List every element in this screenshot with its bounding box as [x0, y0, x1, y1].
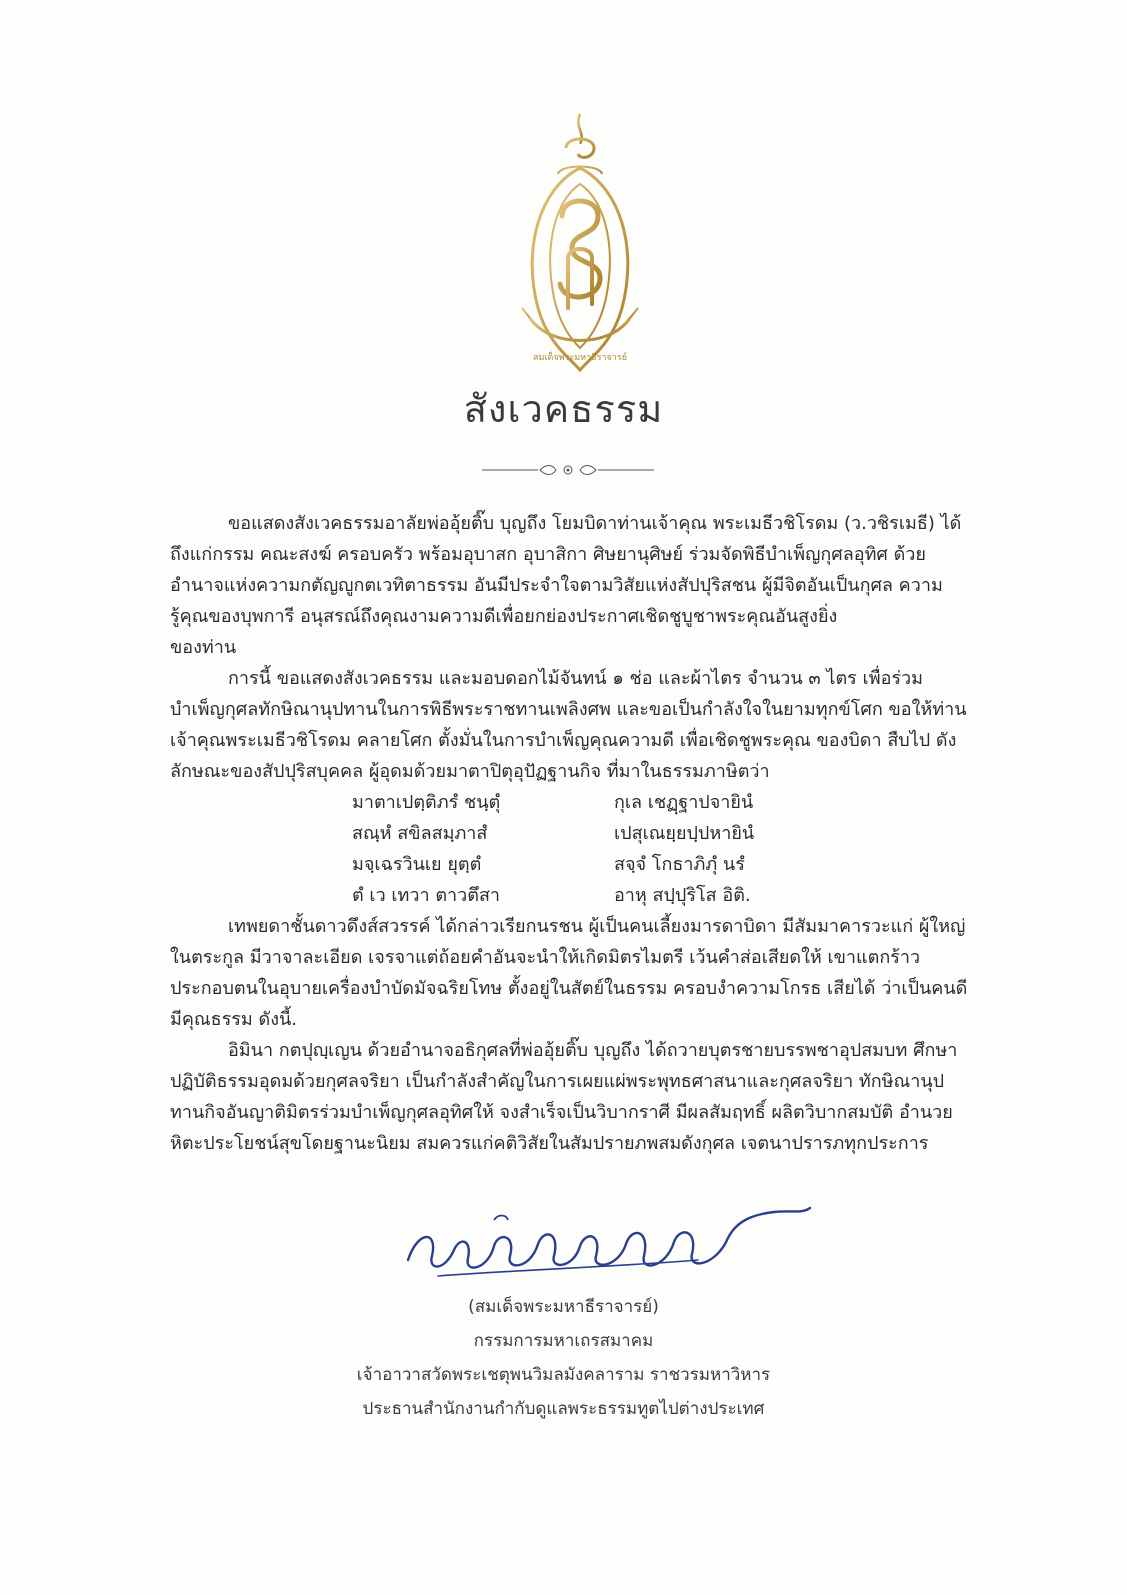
signer-role: เจ้าอาวาสวัดพระเชตุพนวิมลมังคลาราม ราชวรมหาวิหาร [356, 1365, 771, 1385]
verse-line: อาหุ สปฺปุริโส อิติ. [614, 885, 751, 906]
handwritten-signature [398, 1200, 818, 1290]
royal-emblem-logo [500, 108, 660, 378]
divider-ornament [478, 462, 658, 478]
verse-line: กุเล เชฏฺฐาปจายินํ [614, 792, 754, 813]
document-title: สังเวคธรรม [463, 387, 664, 431]
verse-line: สณฺหํ สขิลสมฺภาสํ [352, 823, 488, 844]
verse-line: มาตาเปตฺติภรํ ชนฺตุํ [352, 792, 501, 813]
verse-line: สจฺจํ โกธาภิภุํ นรํ [614, 854, 745, 875]
paragraph-3: เทพยดาชั้นดาวดึงส์สวรรค์ ได้กล่าวเรียกนรชน ผู้เป็นคนเลี้ยงมารดาบิดา มีสัมมาคารวะแก่ ผู้ใหญ่ในตระกูล มีวาจาละเอียด เจรจาแต่ถ้อยคำอันจะนำให้เกิดมิตรไมตรี เว้นคำส่อเสียดให้ เขาแตกร้าว ประกอบตนในอุบายเครื่องบำบัดมัจฉริยโทษ ตั้งอยู่ในสัตย์ในธรรม ครอบงำความโกรธ เสียได้ ว่าเป็นคนดีมีคุณธรรม ดังนี้. [170, 916, 968, 1030]
verse-line: มจฺเฉรวินเย ยุตฺตํ [352, 854, 482, 875]
signer-role: กรรมการมหาเถรสมาคม [473, 1331, 654, 1351]
paragraph-4: อิมินา กตปุญฺเญน ด้วยอำนาจอธิกุศลที่พ่ออุ้ยติ๊บ บุญถึง ได้ถวายบุตรชายบรรพชาอุปสมบท ศึกษาปฏิบัติธรรมอุดมด้วยกุศลจริยา เป็นกำลังสำคัญในการเผยแผ่พระพุทธศาสนาและกุศลจริยา ทักษิณานุปทานกิจอันญาติมิตรร่วมบำเพ็ญกุศลอุทิศให้ จงสำเร็จเป็นวิบากราศี มีผลสัมฤทธิ์ ผลิตวิบากสมบัติ อำนวยหิตะประโยชน์สุขโดยฐานะนิยม สมควรแก่คติวิสัยในสัมปรายภพสมดังกุศล เจตนาปรารภทุกประการ [170, 1040, 958, 1154]
verse-line: ตํ เว เทวา ตาวตึสา [352, 885, 501, 906]
verse-line: เปสุเณยฺยปฺปหายินํ [614, 823, 755, 844]
paragraph-1-tail: ของท่าน [170, 637, 237, 658]
paragraph-2: การนี้ ขอแสดงสังเวคธรรม และมอบดอกไม้จันทน์ ๑ ช่อ และผ้าไตร จำนวน ๓ ไตร เพื่อร่วม บำเพ็ญกุศลทักษิณานุปทานในการพิธีพระราชทานเพลิงศพ และขอเป็นกำลังใจในยามทุกข์โศก ขอให้ท่านเจ้าคุณพระเมธีวชิโรดม คลายโศก ตั้งมั่นในการบำเพ็ญคุณความดี เพื่อเชิดชูพระคุณ ของบิดา สืบไป ดังลักษณะของสัปปุริสบุคคล ผู้อุดมด้วยมาตาปิตุอุปัฏฐานกิจ ที่มาในธรรมภาษิตว่า [170, 668, 967, 782]
letter-body [170, 508, 975, 1159]
signer-block [0, 1290, 1127, 1426]
signer-role: ประธานสำนักงานกำกับดูแลพระธรรมทูตไปต่างประเทศ [362, 1399, 765, 1419]
paragraph-1: ขอแสดงสังเวคธรรมอาลัยพ่ออุ้ยติ๊บ บุญถึง โยมบิดาท่านเจ้าคุณ พระเมธีวชิโรดม (ว.วชิรเมธี) ได้ถึงแก่กรรม คณะสงฆ์ ครอบครัว พร้อมอุบาสก อุบาสิกา ศิษยานุศิษย์ ร่วมจัดพิธีบำเพ็ญกุศลอุทิศ ด้วยอำนาจแห่งความกตัญญูกตเวทิตาธรรม อันมีประจำใจตามวิสัยแห่งสัปปุริสชน ผู้มีจิตอันเป็นกุศล ความรู้คุณของบุพการี อนุสรณ์ถึงคุณงามความดีเพื่อยกย่องประกาศเชิดชูบูชาพระคุณอันสูงยิ่ง [170, 513, 962, 627]
pali-verse [352, 787, 975, 911]
signer-name: (สมเด็จพระมหาธีราจารย์) [468, 1297, 659, 1317]
emblem-inscription: สมเด็จพระมหาธีราจารย์ [533, 353, 627, 363]
